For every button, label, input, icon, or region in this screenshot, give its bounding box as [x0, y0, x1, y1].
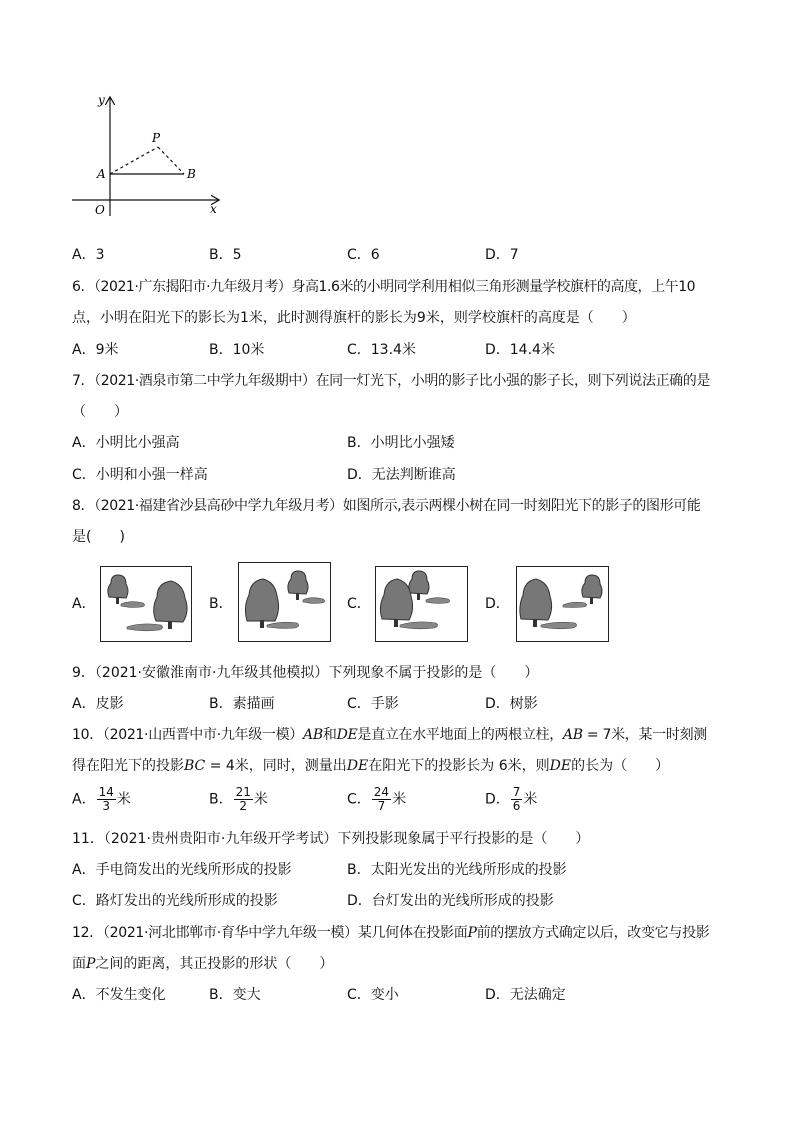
q9-option-c[interactable]: C．手影 — [347, 696, 399, 712]
q10-eq-bc: BC — [184, 758, 206, 774]
q11-option-d[interactable]: D．台灯发出的光线所形成的投影 — [347, 893, 554, 909]
q10-option-c-numerator: 24 — [373, 785, 390, 799]
q12-var-p: P — [467, 925, 477, 941]
q10-option-b-unit: 米 — [253, 791, 268, 808]
q6-stem-line1: 6．（2021·广东揭阳市·九年级月考）身高1.6米的小明同学利用相似三角形测量学校旗杆的高度，上午10 — [72, 279, 696, 295]
q10-text-4: 得在阳光下的投影 — [72, 758, 184, 774]
q10-text-and: 和 — [322, 727, 337, 743]
q5-option-a[interactable]: A．3 — [72, 247, 105, 263]
q12-text-2: 前的摆放方式确定以后，改变它与投影 — [476, 925, 710, 941]
q10-option-a-denominator: 3 — [102, 799, 111, 813]
q10-option-a-fraction — [97, 786, 116, 813]
label-b: B — [187, 167, 196, 181]
q7-option-d[interactable]: D．无法判断谁高 — [347, 467, 456, 483]
q8-option-a-figure[interactable] — [100, 566, 192, 642]
q10-option-b[interactable] — [209, 786, 268, 813]
q11-option-b[interactable]: B．太阳光发出的光线所形成的投影 — [347, 862, 567, 878]
q11-option-a[interactable]: A．手电筒发出的光线所形成的投影 — [72, 862, 292, 878]
q10-option-c-unit: 米 — [392, 791, 407, 808]
q10-var-de-2: DE — [346, 758, 369, 774]
q8-stem-line2: 是( ) — [72, 529, 125, 545]
q12-option-c[interactable]: C．变小 — [347, 987, 399, 1003]
q10-text-5: 米，同时，测量出 — [234, 758, 347, 774]
label-x: x — [210, 202, 217, 216]
q11-stem: 11．（2021·贵州贵阳市·九年级开学考试）下列投影现象属于平行投影的是（ ） — [72, 831, 590, 847]
q10-option-c-fraction — [372, 786, 391, 813]
q10-stem-line1 — [72, 725, 707, 745]
q11-option-c[interactable]: C．路灯发出的光线所形成的投影 — [72, 893, 278, 909]
label-a: A — [97, 167, 106, 181]
q10-var-de: DE — [336, 727, 358, 743]
label-y: y — [98, 93, 105, 107]
q10-var-de-3: DE — [549, 758, 572, 774]
q7-option-b[interactable]: B．小明比小强矮 — [347, 435, 455, 451]
q10-eq-ab: AB — [562, 727, 583, 743]
q10-eq-bc-val: = 4 — [205, 758, 235, 774]
label-p: P — [152, 131, 161, 145]
q10-option-a-numerator: 14 — [98, 785, 114, 799]
q10-option-b-label: B． — [209, 791, 233, 808]
q10-option-d-label: D． — [485, 791, 510, 808]
q10-option-b-numerator: 21 — [235, 785, 251, 799]
q10-option-b-fraction — [234, 786, 253, 813]
q5-option-d[interactable]: D．7 — [485, 247, 519, 263]
label-o: O — [95, 203, 105, 217]
q8-stem-line1: 8．（2021·福建省沙县高砂中学九年级月考）如图所示,表示两棵小树在同一时刻阳光下的影子的图形可能 — [72, 498, 701, 514]
q10-text-2: 是直立在水平地面上的两根立柱， — [357, 727, 563, 743]
q7-option-a[interactable]: A．小明比小强高 — [72, 435, 180, 451]
q10-option-b-denominator: 2 — [239, 799, 248, 813]
q9-stem: 9．（2021·安徽淮南市·九年级其他模拟）下列现象不属于投影的是（ ） — [72, 665, 539, 681]
q8-option-c-label[interactable]: C． — [347, 596, 371, 612]
q12-option-b[interactable]: B．变大 — [209, 987, 261, 1003]
q10-text-6: 在阳光下的投影长为 6米，则 — [368, 758, 550, 774]
q10-option-d[interactable] — [485, 786, 537, 813]
q10-stem-line2 — [72, 756, 669, 776]
q9-option-a[interactable]: A．皮影 — [72, 696, 124, 712]
q7-stem-line2: （ ） — [72, 404, 128, 420]
segment-ap — [110, 147, 158, 174]
q7-stem-line1: 7．（2021·酒泉市第二中学九年级期中）在同一灯光下，小明的影子比小强的影子长，则下列说法正确的是 — [72, 373, 710, 389]
q10-option-c-label: C． — [347, 791, 371, 808]
q10-option-d-fraction — [511, 786, 523, 813]
q12-stem-line2 — [72, 954, 333, 974]
q6-option-d[interactable]: D．14.4米 — [485, 342, 555, 358]
q12-text-3: 面 — [72, 956, 86, 972]
q8-option-c-figure[interactable] — [375, 566, 468, 642]
q10-option-c[interactable] — [347, 786, 406, 813]
q8-option-b-label[interactable]: B． — [209, 596, 233, 612]
q10-source: 10．（2021·山西晋中市·九年级一模） — [72, 727, 304, 743]
q12-option-a[interactable]: A．不发生变化 — [72, 987, 166, 1003]
q12-option-d[interactable]: D．无法确定 — [485, 987, 566, 1003]
small-tree-icon — [409, 571, 450, 603]
q5-option-c[interactable]: C．6 — [347, 247, 380, 263]
q12-var-p-2: P — [86, 956, 96, 972]
q10-option-a-label: A． — [72, 791, 96, 808]
q12-text-4: 之间的距离，其正投影的形状（ ） — [95, 956, 334, 972]
q9-option-b[interactable]: B．素描画 — [209, 696, 275, 712]
q8-option-d-label[interactable]: D． — [485, 596, 510, 612]
segment-pb — [158, 147, 184, 174]
q10-option-d-denominator: 6 — [512, 799, 521, 813]
q10-text-3: 米，某一时刻测 — [611, 727, 707, 743]
q6-stem-line2: 点，小明在阳光下的影长为1米，此时测得旗杆的影长为9米，则学校旗杆的高度是（ ） — [72, 310, 636, 326]
q6-option-c[interactable]: C．13.4米 — [347, 342, 416, 358]
q10-var-ab: AB — [303, 727, 323, 743]
q10-option-a[interactable] — [72, 786, 131, 813]
q9-option-d[interactable]: D．树影 — [485, 696, 538, 712]
q8-option-a-label[interactable]: A． — [72, 596, 96, 612]
q10-eq-ab-val: = 7 — [582, 727, 612, 743]
q10-option-c-denominator: 7 — [377, 799, 386, 813]
q10-option-d-unit: 米 — [523, 791, 538, 808]
small-tree-icon — [288, 571, 325, 603]
q12-stem-line1 — [72, 923, 709, 943]
q8-option-d-figure[interactable] — [516, 566, 609, 642]
q6-option-b[interactable]: B．10米 — [209, 342, 265, 358]
q7-option-c[interactable]: C．小明和小强一样高 — [72, 467, 208, 483]
q10-option-d-numerator: 7 — [512, 785, 521, 799]
q6-option-a[interactable]: A．9米 — [72, 342, 119, 358]
q5-option-b[interactable]: B．5 — [209, 247, 242, 263]
q10-text-7: 的长为（ ） — [571, 758, 670, 774]
coordinate-figure — [60, 88, 230, 220]
q8-option-b-figure[interactable] — [238, 562, 331, 642]
q10-option-a-unit: 米 — [116, 791, 131, 808]
small-tree-icon — [563, 575, 602, 608]
small-tree-icon — [108, 575, 145, 607]
q12-text-1: 12．（2021·河北邯郸市·育华中学九年级一模）某几何体在投影面 — [72, 925, 468, 941]
